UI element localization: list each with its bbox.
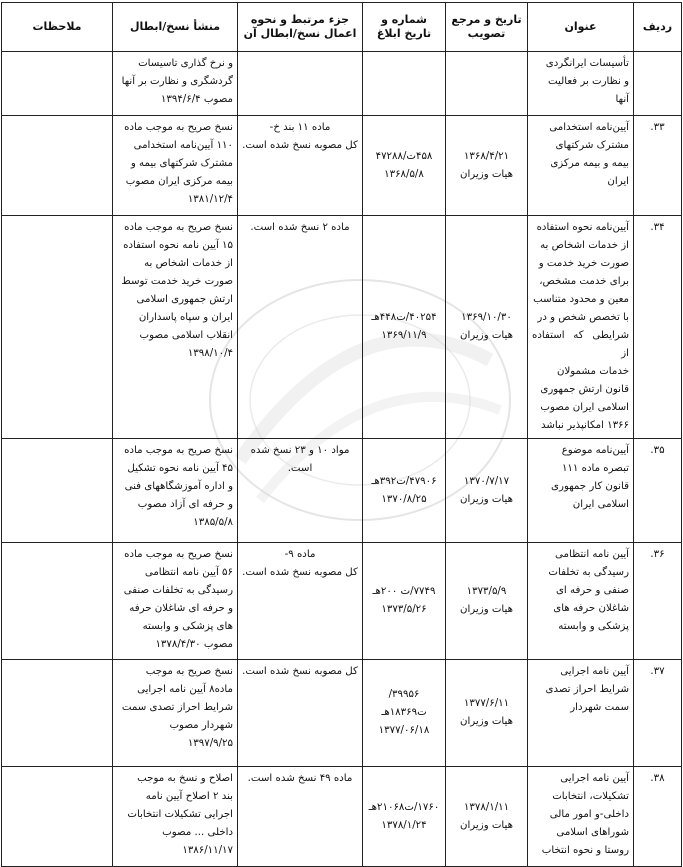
cell-title-line: و نظارت بر فعالیت	[548, 76, 629, 87]
cell-origin-line: ۱۳۸۱/۱۲/۴	[187, 194, 233, 205]
cell-idx: ۳۸.	[634, 767, 682, 867]
cell-origin-line: ۱۳۹۷/۹/۲۵	[187, 738, 233, 749]
cell-origin-line: نسخ صریح به موجب	[145, 666, 233, 677]
cell-title-line: ایران	[607, 176, 629, 187]
header-number: شماره و تاریخ ابلاغ	[363, 3, 446, 52]
cell-origin-line: مشترک شرکتهای بیمه و	[130, 158, 233, 169]
cell-origin-line: مصوب ۱۳۹۴/۶/۴	[160, 94, 233, 105]
cell-number	[363, 767, 446, 867]
cell-idx: ۳۳.	[634, 116, 682, 216]
cell-date	[446, 52, 528, 116]
cell-date	[446, 660, 528, 767]
cell-date-line: ۱۳۶۹/۱۰/۳۰	[461, 312, 512, 323]
cell-origin	[113, 116, 238, 216]
cell-title-line: شرایطی که استفاده از	[532, 330, 629, 359]
cell-title-line: تشکیلات، انتخابات	[552, 791, 629, 802]
cell-origin-line: نسخ صریح به موجب ماده	[124, 122, 233, 133]
cell-origin-line: گردشگری و نظارت بر آنها	[121, 76, 233, 87]
cell-origin-line: های پزشکی و وابسته	[142, 621, 233, 632]
cell-notes	[2, 52, 113, 116]
cell-title-line: با تخصص شخص و در	[537, 312, 629, 323]
cell-origin-line: ماده۸ آیین نامه اجرایی	[137, 684, 233, 695]
cell-title	[528, 660, 634, 767]
cell-title-line: آیین نامه انتظامی	[555, 549, 629, 560]
cell-notes	[2, 543, 113, 660]
header-part: جزء مرتبط و نحوه اعمال نسخ/ابطال آن	[238, 3, 363, 52]
cell-title-line: برای خدمت مشخص،	[539, 276, 629, 287]
cell-date-line: هیات وزیران	[460, 604, 513, 615]
cell-title-line: بیمه و بیمه مرکزی	[550, 158, 629, 169]
cell-origin-line: و حرفه ای آزاد مصوب	[137, 499, 233, 510]
cell-date-line: ۱۳۷۸/۱/۱۱	[463, 801, 510, 813]
cell-origin	[113, 767, 238, 867]
cell-origin-line: اصلاح و نسخ به موجب	[137, 773, 233, 784]
cell-origin-line: نسخ صریح به موجب ماده	[124, 445, 233, 456]
cell-title-line: آیین‌نامه استخدامی	[549, 122, 629, 133]
cell-origin-line: اجرایی تشکیلات انتخابات	[127, 809, 233, 820]
cell-origin-line: ۵۶ آیین نامه انتظامی	[144, 567, 233, 578]
header-title: عنوان	[528, 3, 634, 52]
cell-title-line: از خدمات اشخاص به	[540, 240, 629, 251]
cell-idx	[634, 52, 682, 116]
cell-origin-line: ۱۳۸۶/۱۱/۱۷	[182, 845, 233, 856]
cell-title-line: آیین‌نامه نحوه استفاده	[536, 222, 629, 233]
cell-title	[528, 216, 634, 439]
cell-number-line: ۱۳۶۹/۱۱/۹	[381, 330, 427, 341]
cell-origin-line: ۱۵ آیین نامه نحوه استفاده	[123, 240, 233, 251]
cell-origin-line: بیمه مرکزی ایران مصوب	[125, 176, 233, 187]
cell-date	[446, 767, 528, 867]
cell-origin	[113, 52, 238, 116]
cell-title	[528, 52, 634, 116]
cell-date-line: هیات وزیران	[460, 716, 513, 727]
cell-title-line: اسلامی ایران مصوب	[540, 402, 629, 413]
cell-part-line: ماده ۹-	[284, 549, 316, 560]
cell-number	[363, 116, 446, 216]
cell-title-line: شوراهای اسلامی	[556, 827, 629, 838]
cell-title	[528, 439, 634, 543]
cell-origin-line: و اداره آموزشگاههای فنی	[124, 481, 233, 492]
cell-title	[528, 116, 634, 216]
cell-origin-line: نسخ صریح به موجب ماده	[124, 222, 233, 233]
cell-number-line: ۷۷۴۹/ت ۲۰۰هـ	[372, 586, 436, 597]
cell-part	[238, 116, 363, 216]
cell-number-line: ۱۳۷۷/۰۶/۱۸	[378, 725, 430, 736]
cell-title	[528, 767, 634, 867]
cell-title-line: شاغلان حرفه های	[553, 603, 629, 614]
cell-origin-line: صورت خرید خدمت توسط	[121, 276, 233, 287]
cell-part-line: ماده ۲ نسخ شده است.	[250, 222, 350, 233]
cell-title-line: خدمات مشمولان	[556, 366, 629, 377]
table-row	[2, 216, 682, 439]
header-row	[2, 3, 682, 52]
cell-origin-line: ۴۵ آیین نامه نحوه تشکیل	[127, 463, 233, 474]
cell-origin-line: ۱۳۸۵/۵/۸	[193, 517, 233, 528]
cell-part	[238, 439, 363, 543]
cell-origin-line: ۱۳۹۸/۱۰/۴	[187, 348, 233, 359]
cell-origin-line: و نرخ گذاری تاسیسات	[138, 58, 233, 69]
cell-part	[238, 543, 363, 660]
cell-origin	[113, 439, 238, 543]
cell-origin	[113, 216, 238, 439]
cell-title-line: سمت شهردار	[570, 702, 629, 713]
cell-title-line: قانون ارتش جمهوری	[540, 384, 629, 395]
cell-number-line: ۱۷۶۰/ت۲۱۰۶۸هـ	[368, 801, 440, 813]
cell-number-line: ۱۳۶۸/۵/۸	[384, 168, 424, 180]
cell-number	[363, 660, 446, 767]
cell-origin-line: مصوب ۱۳۷۸/۴/۳۰	[155, 639, 233, 650]
cell-date-line: ۱۳۷۰/۷/۱۷	[463, 475, 510, 487]
cell-origin	[113, 543, 238, 660]
cell-part	[238, 216, 363, 439]
cell-origin-line: ایران و سپاه پاسداران	[138, 312, 233, 323]
table-row	[2, 660, 682, 767]
cell-part-line: ماده ۱۱ بند خ-	[269, 122, 331, 133]
cell-title-line: پزشکی و وابسته	[558, 621, 629, 632]
cell-notes	[2, 116, 113, 216]
cell-number	[363, 216, 446, 439]
cell-part-line: کل مصوبه نسخ شده است.	[242, 140, 358, 151]
cell-title-line: آیین نامه اجرایی	[560, 773, 629, 784]
cell-origin-line: نسخ صریح به موجب ماده	[124, 549, 233, 560]
cell-origin-line: ۱۱۰ آیین‌نامه استخدامی	[133, 140, 233, 151]
cell-origin	[113, 660, 238, 767]
cell-origin-line: ارتش جمهوری اسلامی	[136, 294, 233, 305]
header-notes: ملاحظات	[2, 3, 113, 52]
cell-date	[446, 116, 528, 216]
cell-origin-line: شهردار مصوب	[169, 720, 233, 731]
cell-title-line: ۱۳۶۶ امکانپذیر نباشد	[541, 420, 629, 431]
cell-title-line: آیین‌نامه موضوع	[561, 445, 629, 456]
cell-title-line: آنها	[615, 94, 629, 105]
cell-number-line: ۱۳۷۰/۸/۲۵	[381, 493, 427, 505]
cell-title-line: شرایط احراز تصدی	[545, 684, 629, 695]
cell-date	[446, 216, 528, 439]
cell-origin-line: و حرفه ای شاغلان حرفه	[129, 603, 233, 614]
cell-origin-line: شرایط احراز تصدی سمت	[121, 702, 233, 713]
table-row	[2, 52, 682, 116]
cell-notes	[2, 439, 113, 543]
cell-title	[528, 543, 634, 660]
cell-number-line: ۳۹۹۵۶/ت۱۸۳۶۹هـ	[381, 689, 427, 718]
cell-idx: ۳۶.	[634, 543, 682, 660]
cell-number	[363, 52, 446, 116]
cell-origin-line: بند ۲ اصلاح آیین نامه	[145, 791, 233, 802]
cell-title-line: تأسیسات ایرانگردی	[545, 58, 629, 69]
cell-number-line: ۴۰۲۵۴/ت۴۴۸هـ	[371, 312, 437, 323]
cell-idx: ۳۵.	[634, 439, 682, 543]
cell-part-line: مواد ۱۰ و ۲۳ نسخ شده است.	[250, 445, 350, 474]
cell-part-line: ماده ۴۹ نسخ شده است.	[247, 773, 353, 784]
cell-date	[446, 439, 528, 543]
cell-title-line: آیین نامه اجرایی	[560, 666, 629, 677]
cell-title-line: روستا و نحوه انتخاب	[541, 845, 629, 856]
header-origin: منشأ نسخ/ابطال	[113, 3, 238, 52]
cell-title-line: داخلی-و امور مالی	[549, 809, 629, 820]
cell-date-line: ۱۳۶۸/۴/۲۱	[463, 150, 510, 162]
cell-title-line: معین و محدود متناسب	[533, 294, 629, 305]
cell-date-line: ۱۳۷۷/۶/۱۱	[463, 698, 510, 709]
cell-part	[238, 660, 363, 767]
cell-part	[238, 52, 363, 116]
cell-title-line: اسلامی ایران	[572, 499, 629, 510]
cell-number-line: ۴۵۸ت/۴۷۲۸۸	[375, 150, 433, 162]
cell-idx: ۳۷.	[634, 660, 682, 767]
cell-title-line: صورت خرید خدمت و	[538, 258, 629, 269]
cell-title-line: رسیدگی به تخلفات	[548, 567, 629, 578]
cell-number-line: ۱۳۷۸/۱/۲۴	[381, 819, 427, 831]
header-date: تاریخ و مرجع تصویب	[446, 3, 528, 52]
cell-title-line: مشترک شرکتهای	[555, 140, 629, 151]
cell-number-line: ۴۷۹۰۶/ت۳۹۲هـ	[371, 475, 437, 487]
cell-origin-line: داخلی ... مصوب	[162, 827, 233, 838]
cell-number	[363, 543, 446, 660]
table-row	[2, 543, 682, 660]
cell-number	[363, 439, 446, 543]
cell-number-line: ۱۳۷۳/۵/۲۶	[381, 604, 427, 615]
cell-origin-line: از خدمات اشخاص به	[144, 258, 233, 269]
table-row	[2, 767, 682, 867]
cell-date-line: هیات وزیران	[460, 330, 513, 341]
cell-part-line: کل مصوبه نسخ شده است.	[242, 666, 358, 677]
cell-date-line: هیات وزیران	[460, 168, 513, 180]
cell-title-line: تبصره ماده ۱۱۱	[561, 463, 629, 474]
cell-title-line: قانون کار جمهوری	[551, 481, 629, 492]
cell-date-line: هیات وزیران	[460, 819, 513, 831]
cell-origin-line: رسیدگی به تخلفات صنفی	[123, 585, 233, 596]
cell-notes	[2, 216, 113, 439]
cell-title-line: صنفی و حرفه ای	[555, 585, 629, 596]
cell-part	[238, 767, 363, 867]
repeal-table	[1, 2, 682, 867]
cell-date-line: ۱۳۷۳/۵/۹	[466, 586, 507, 597]
cell-idx: ۳۴.	[634, 216, 682, 439]
cell-origin-line: انقلاب اسلامی مصوب	[139, 330, 233, 341]
table-row	[2, 116, 682, 216]
cell-date-line: هیات وزیران	[460, 493, 513, 505]
cell-notes	[2, 767, 113, 867]
cell-notes	[2, 660, 113, 767]
table-row	[2, 439, 682, 543]
cell-date	[446, 543, 528, 660]
cell-part-line: کل مصوبه نسخ شده است.	[242, 567, 358, 578]
header-idx: ردیف	[634, 3, 682, 52]
